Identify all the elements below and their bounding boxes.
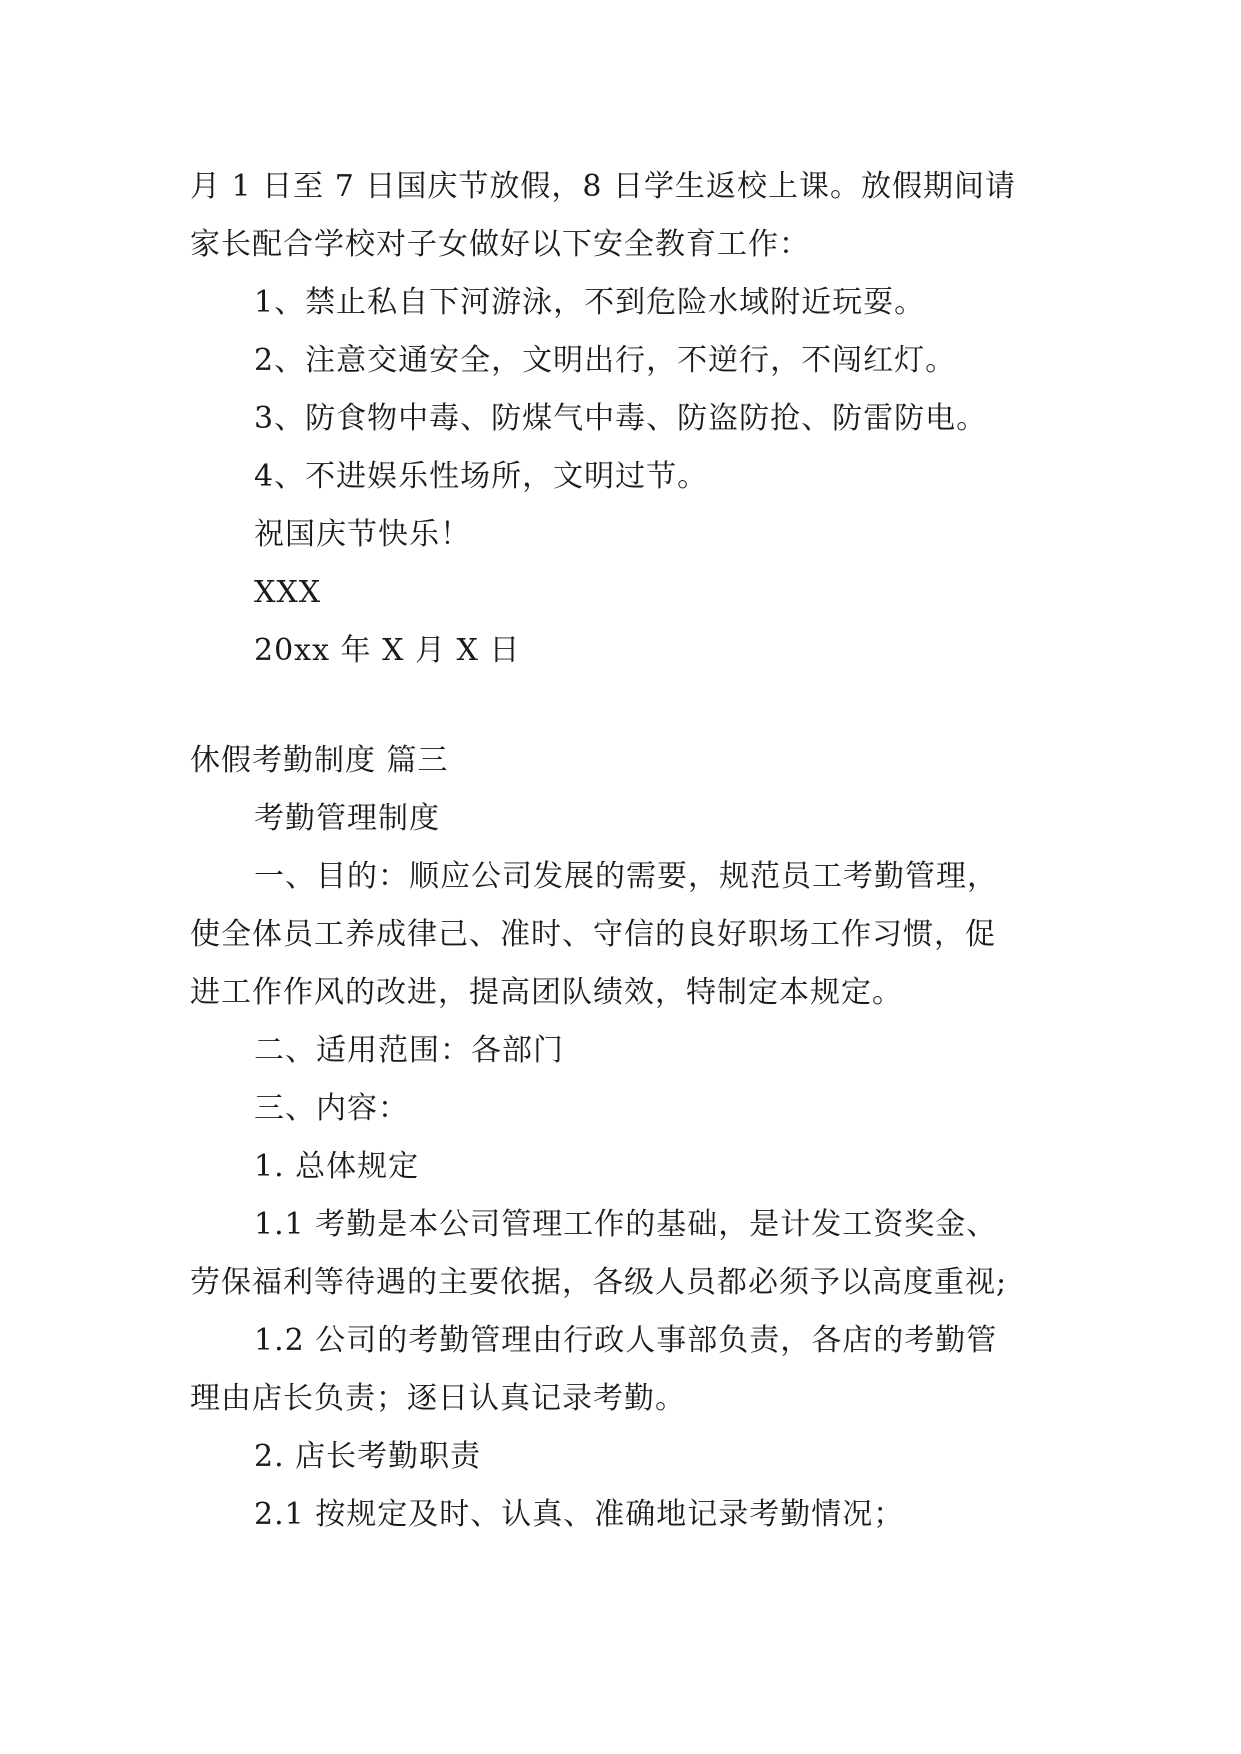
- document-title: 考勤管理制度: [254, 801, 440, 836]
- paragraph-line: 1.2 公司的考勤管理由行政人事部负责，各店的考勤管: [254, 1323, 998, 1358]
- paragraph-line: 劳保福利等待遇的主要依据，各级人员都必须予以高度重视;: [190, 1265, 1008, 1300]
- paragraph-line: 进工作作风的改进，提高团队绩效，特制定本规定。: [190, 975, 903, 1010]
- subsection-heading: 2. 店长考勤职责: [254, 1439, 482, 1474]
- signature-name: XXX: [254, 575, 322, 610]
- subsection-heading: 1. 总体规定: [254, 1149, 420, 1184]
- paragraph-line: 使全体员工养成律己、准时、守信的良好职场工作习惯，促: [190, 917, 996, 952]
- list-item: 4、不进娱乐性场所，文明过节。: [254, 459, 709, 494]
- list-item: 1、禁止私自下河游泳，不到危险水域附近玩耍。: [254, 285, 926, 320]
- list-item: 2、注意交通安全，文明出行，不逆行，不闯红灯。: [254, 343, 957, 378]
- greeting: 祝国庆节快乐！: [254, 517, 471, 552]
- paragraph-line: 月 1 日至 7 日国庆节放假，8 日学生返校上课。放假期间请: [190, 169, 1016, 204]
- section-gap: [190, 680, 1050, 732]
- paragraph-line: 二、适用范围：各部门: [254, 1033, 564, 1068]
- paragraph-line: 理由店长负责；逐日认真记录考勤。: [190, 1381, 686, 1416]
- paragraph-line: 家长配合学校对子女做好以下安全教育工作：: [190, 227, 810, 262]
- document-body: [190, 158, 1050, 1544]
- list-item: 3、防食物中毒、防煤气中毒、防盗防抢、防雷防电。: [254, 401, 988, 436]
- paragraph-line: 一、目的：顺应公司发展的需要，规范员工考勤管理，: [254, 859, 998, 894]
- section-heading: 休假考勤制度 篇三: [190, 743, 449, 778]
- signature-date: 20xx 年 X 月 X 日: [254, 633, 521, 668]
- paragraph-line: 1.1 考勤是本公司管理工作的基础，是计发工资奖金、: [254, 1207, 998, 1242]
- paragraph-line: 2.1 按规定及时、认真、准确地记录考勤情况；: [254, 1497, 905, 1532]
- paragraph-line: 三、内容：: [254, 1091, 409, 1126]
